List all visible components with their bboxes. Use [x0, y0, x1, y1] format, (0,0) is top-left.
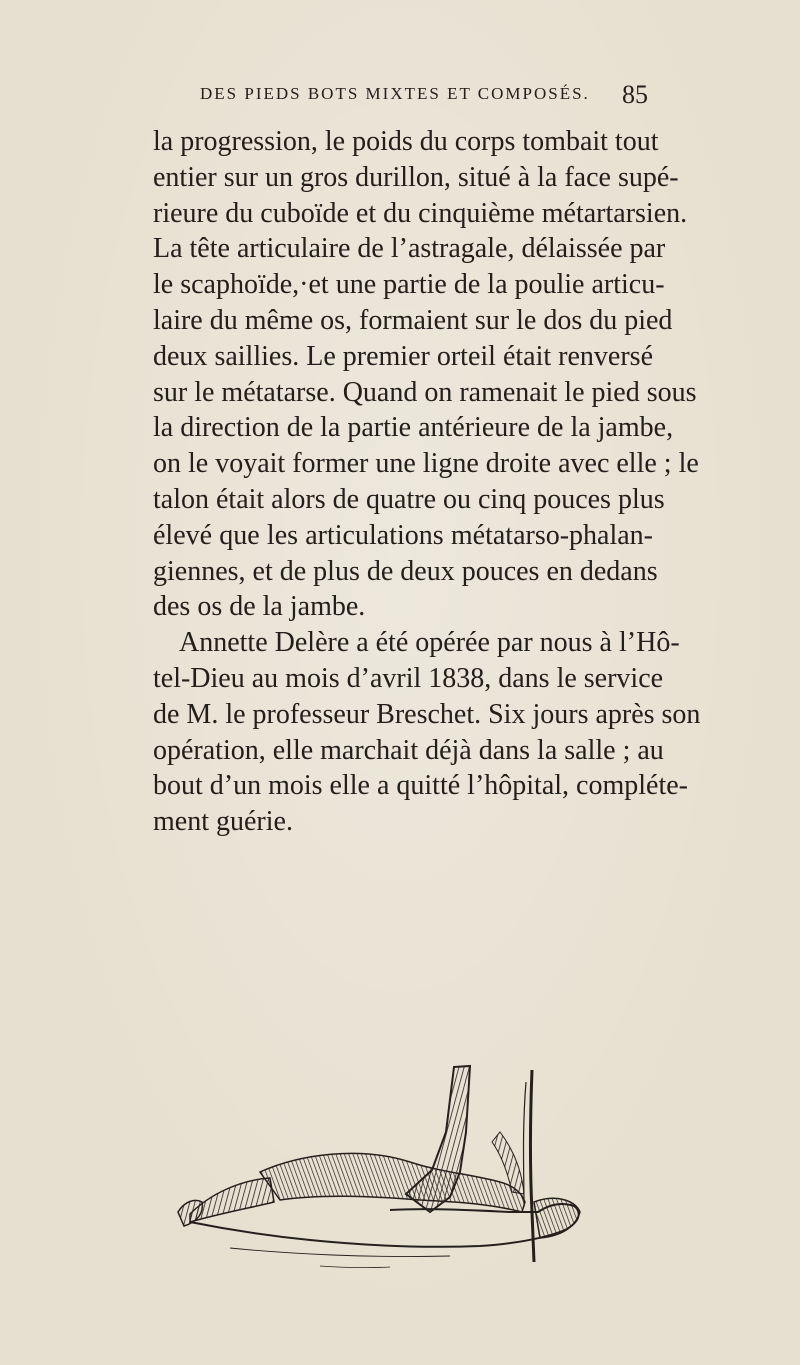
text-line: bout d’un mois elle a quitté l’hôpital, compléte-	[153, 770, 688, 802]
text-line: de M. le professeur Breschet. Six jours après son	[153, 698, 701, 730]
text-line: opération, elle marchait déjà dans la salle ; au	[153, 734, 664, 766]
text-line: la progression, le poids du corps tombait tout	[153, 126, 659, 157]
text-line: des os de la jambe.	[153, 591, 366, 623]
text-line: Annette Delère a été opérée par nous à l’Hô-	[179, 627, 680, 659]
text-line: élevé que les articulations métatarso-phalan-	[153, 519, 653, 551]
body-text	[153, 124, 701, 840]
text-line: entier sur un gros durillon, situé à la face supé-	[153, 161, 679, 193]
text-line: ment guérie.	[153, 806, 293, 838]
text-line: tel-Dieu au mois d’avril 1838, dans le service	[153, 662, 664, 694]
text-line: giennes, et de plus de deux pouces en dedans	[153, 555, 658, 587]
text-line: rieure du cuboïde et du cinquième métartarsien.	[153, 197, 688, 229]
running-title: DES PIEDS BOTS MIXTES ET COMPOSÉS.	[200, 84, 590, 103]
text-line: laire du même os, formaient sur le dos du pied	[153, 304, 673, 336]
page-header	[200, 80, 648, 114]
text-line: deux saillies. Le premier orteil était renversé	[153, 340, 653, 372]
text-line: on le voyait former une ligne droite avec elle ; le	[153, 448, 699, 480]
page-number: 85	[622, 80, 648, 109]
text-line: La tête articulaire de l’astragale, délaissée par	[153, 233, 666, 265]
text-line: talon était alors de quatre ou cinq pouces plus	[153, 483, 665, 515]
text-line: le scaphoïde,·et une partie de la poulie articu-	[153, 269, 665, 301]
foot-engraving-icon	[170, 1062, 630, 1272]
text-line: sur le métatarse. Quand on ramenait le pied sous	[153, 376, 697, 408]
text-line: la direction de la partie antérieure de la jambe,	[153, 412, 674, 444]
